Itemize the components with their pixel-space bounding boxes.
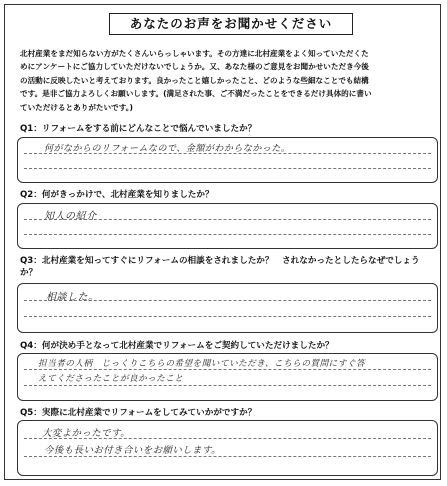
page-title: あなたのお声をお聞かせください [109,13,353,35]
handwritten-answer: 何がなからのリフォームなので、金額がわからなかった。 [44,144,291,154]
survey-sheet [4,4,441,480]
ruled-line [24,385,431,386]
handwritten-answer: 大変よかったです。 [42,428,131,439]
intro-text [20,47,442,114]
ruled-line [24,369,431,370]
ruled-line [24,234,431,235]
answer-box-2[interactable] [17,203,438,249]
intro-line: ていただけるとありがたいです。) [20,102,133,112]
answer-box-5[interactable] [17,420,438,476]
answer-box-4[interactable] [17,353,438,401]
intro-line: の活動に反映したいと考えております。良かったこと嬉しかったこと、どのような些細なことでも結構 [20,75,369,85]
question-1-label: Q1：リフォームをする前にどんなことで悩んでいましたか？ [20,124,257,134]
question-5-label: Q5：実際に北村産業でリフォームをしてみていかがですか？ [20,408,257,418]
ruled-line [24,168,431,169]
handwritten-answer: 相談した。 [46,292,99,303]
handwritten-answer: 担当者の人柄 じっくりこちらの希望を聞いていただき、こちらの質問にすぐ答 [38,359,366,369]
handwritten-answer: 今後も長いお付き合いをお願いします。 [44,445,222,456]
ruled-line [24,316,431,317]
intro-line: めにアンケートにご協力していただけないでしょうか。又、あなた様のご意見をお聞かせいただき今後 [20,62,369,72]
question-2-label: Q2：何がきっかけで、北村産業を知りましたか？ [20,190,214,200]
handwritten-answer: えてくださったことが良かったこと [38,374,184,384]
question-3-label: Q3：北村産業を知ってすぐにリフォームの相談をされましたか？ されなかったとしたらなぜでしょうか？ [20,256,420,278]
answer-box-1[interactable] [17,137,438,183]
intro-line: 北村産業をまだ知らない方がたくさんいらっしゃいます。その方達に北村産業をよく知っていただくた [20,49,369,58]
ruled-line [24,456,431,457]
question-4-label: Q4：何が決め手となって北村産業でリフォームをご契約していただけましたか？ [20,341,334,351]
handwritten-answer: 知人の紹介 [44,211,97,222]
answer-box-3[interactable] [17,283,438,333]
intro-line: です。是非ご協力よろしくお願いします。(満足された事、ご不満だったことをできるだけ具体的に書い [20,89,372,99]
